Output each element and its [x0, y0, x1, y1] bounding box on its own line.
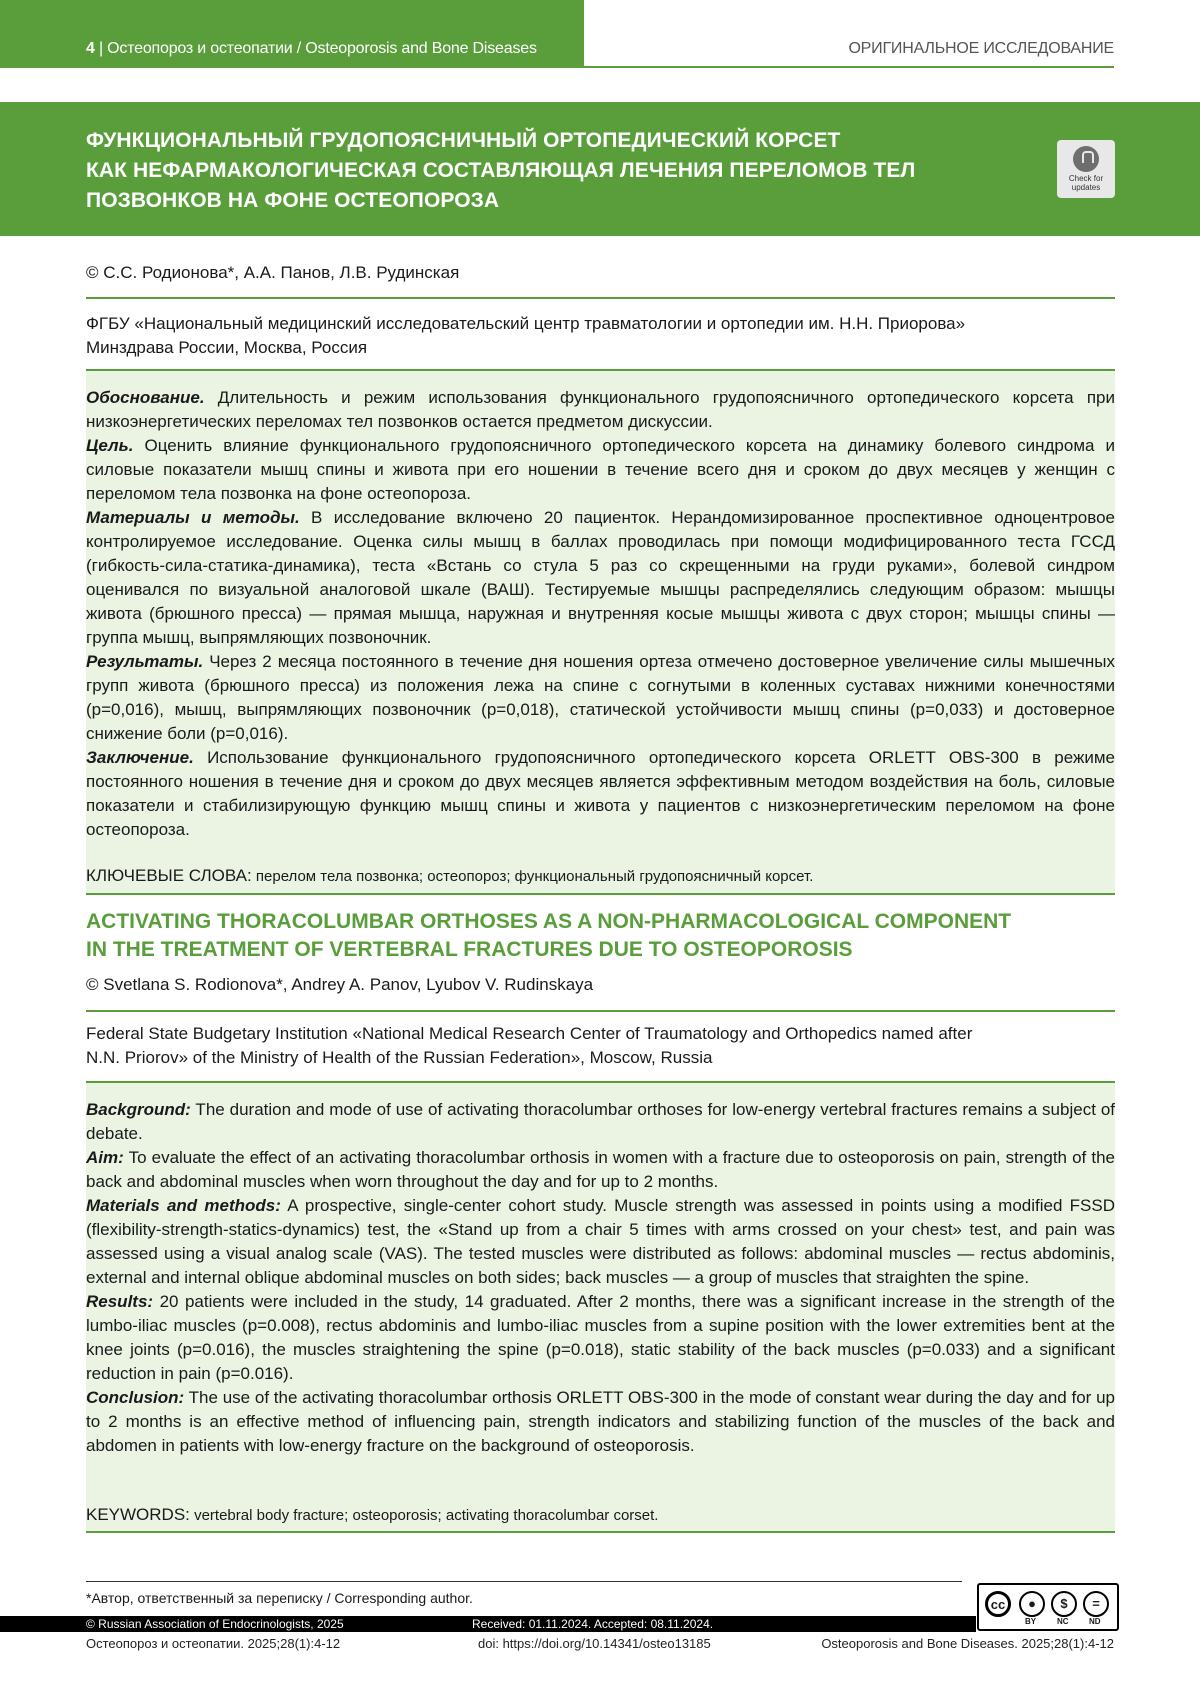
bookmark-icon — [1073, 146, 1099, 172]
received-dates: Received: 01.11.2024. Accepted: 08.11.2024. — [472, 1617, 714, 1631]
journal-name: | Остеопороз и остеопатии / Osteoporosis and Bone Diseases — [94, 40, 537, 57]
abstract-en — [86, 1098, 1115, 1458]
copyright: © Russian Association of Endocrinologists, 2025 — [86, 1617, 344, 1631]
authors-en: © Svetlana S. Rodionova*, Andrey A. Panov, Lyubov V. Rudinskaya — [86, 975, 594, 994]
affiliation-en: Federal State Budgetary Institution «National Medical Research Center of Traumatology and Orthopedics named after N.N. Priorov» of the Ministry of Health of the Russian Federation», Moscow, Russia — [86, 1024, 973, 1067]
check-for-updates-button[interactable]: Check for updates — [1057, 140, 1115, 198]
footnote-rule — [86, 1581, 962, 1582]
divider — [86, 893, 1115, 895]
cc-icon: cc — [985, 1591, 1011, 1617]
copyright-bar — [0, 1616, 976, 1632]
footnote: *Автор, ответственный за переписку / Corresponding author. — [86, 1590, 473, 1606]
abstract-methods: Материалы и методы. В исследование включено 20 пациенток. Нерандомизированное проспективное одноцентровое контролируемое исследование. Оценка силы мышц в баллах проводилась при помощи модифицированного теста ГССД (гибкость-сила-статика-динамика), теста «Встань со стула 5 раз со скрещенными на груди руками», болевой синдром оценивался по визуальной аналоговой шкале (ВАШ). Тестируемые мышцы распределялись следующим образом: мышцы живота (брюшного пресса) — прямая мышца, наружная и внутренняя косые мышцы живота с двух сторон; мышцы спины — группа мышц, выпрямляющих позвоночник. — [86, 508, 1115, 647]
title-ru: ФУНКЦИОНАЛЬНЫЙ ГРУДОПОЯСНИЧНЫЙ ОРТОПЕДИЧЕСКИЙ КОРСЕТ КАК НЕФАРМАКОЛОГИЧЕСКАЯ СОСТАВЛЯЮЩАЯ ЛЕЧЕНИЯ ПЕРЕЛОМОВ ТЕЛ ПОЗВОНКОВ НА ФОНЕ ОСТЕОПОРОЗА — [86, 129, 916, 212]
abstract-aim: Цель. Оценить влияние функционального грудопоясничного ортопедического корсета на динамику болевого синдрома и силовые показатели мышц спины и живота при его ношении в течение всего дня и сроком до двух месяцев у женщин с переломом тела позвонка на фоне остеопороза. — [86, 436, 1115, 503]
divider — [86, 1531, 1115, 1533]
authors-ru: © С.С. Родионова*, А.А. Панов, Л.В. Рудинская — [86, 263, 460, 282]
header-band — [0, 0, 584, 68]
divider — [86, 1010, 1115, 1012]
affiliation-ru: ФГБУ «Национальный медицинский исследовательский центр травматологии и ортопедии им. Н.Н. Приорова» Минздрава России, Москва, Россия — [86, 314, 966, 357]
abstract-results: Results: 20 patients were included in the study, 14 graduated. After 2 months, there was a significant increase in the strength of the lumbo-iliac muscles (p=0.008), rectus abdominis and lumbo-iliac muscles from a supine position with the lower extremities bent at the knee joints (p=0.016), the muscles straightening the spine (p=0.018), static stability of the back muscles (p=0.033) and a significant reduction in pain (p=0.016). — [86, 1292, 1115, 1383]
abstract-aim: Aim: To evaluate the effect of an activating thoracolumbar orthosis in women with a fracture due to osteoporosis on pain, strength of the back and abdominal muscles when worn throughout the day and for up to 2 months. — [86, 1148, 1115, 1191]
section-label: ОРИГИНАЛЬНОЕ ИССЛЕДОВАНИЕ — [848, 40, 1114, 57]
abstract-results: Результаты. Через 2 месяца постоянного в течение дня ношения ортеза отмечено достоверное увеличение силы мышечных групп живота (брюшного пресса) из положения лежа на спине с согнутыми в коленных суставах нижними конечностями (p=0,016), мышц, выпрямляющих позвоночник (p=0,018), статической устойчивости мышц спины (p=0,033) и достоверное снижение боли (p=0,016). — [86, 652, 1115, 743]
abstract-conclusion: Заключение. Использование функционального грудопоясничного ортопедического корсета ORLETT OBS-300 в режиме постоянного ношения в течение дня и сроком до двух месяцев является эффективным методом воздействия на боль, силовые показатели и стабилизирующую функцию мышц спины и живота у пациентов с низкоэнергетическим переломом на фоне остеопороза. — [86, 748, 1115, 839]
cc-license-badge[interactable]: cc ● $ = BY NC ND — [977, 1583, 1119, 1631]
title-en: ACTIVATING THORACOLUMBAR ORTHOSES AS A NON-PHARMACOLOGICAL COMPONENT IN THE TREATMENT OF VERTEBRAL FRACTURES DUE TO OSTEOPOROSIS — [86, 910, 1012, 961]
abstract-conclusion: Conclusion: The use of the activating thoracolumbar orthosis ORLETT OBS-300 in the mode of constant wear during the day and for up to 2 months is an effective method of influencing pain, strength indicators and stabilizing function of the muscles of the back and abdomen in patients with low-energy fracture on the background of osteoporosis. — [86, 1388, 1115, 1455]
doi-link[interactable]: doi: https://doi.org/10.14341/osteo13185 — [478, 1636, 711, 1651]
running-header — [86, 40, 537, 58]
header-rule — [584, 66, 1114, 68]
abstract-methods: Materials and methods: A prospective, single-center cohort study. Muscle strength was assessed in points using a modified FSSD (flexibility-strength-statics-dynamics) test, the «Stand up from a chair 5 times with arms crossed on your chest» test, and pain was assessed using a visual analog scale (VAS). The tested muscles were distributed as follows: abdominal muscles — rectus abdominis, external and internal oblique abdominal muscles on both sides; back muscles — a group of muscles that straighten the spine. — [86, 1196, 1115, 1287]
page-number: 4 — [86, 40, 95, 57]
nc-icon: $ — [1051, 1591, 1077, 1617]
nd-icon: = — [1083, 1591, 1109, 1617]
abstract-background: Обоснование. Длительность и режим использования функционального грудопоясничного ортопедического корсета при низкоэнергетических переломах тел позвонков остается предметом дискуссии. — [86, 388, 1115, 431]
citation-ru: Остеопороз и остеопатии. 2025;28(1):4-12 — [86, 1636, 341, 1651]
citation-en: Osteoporosis and Bone Diseases. 2025;28(1):4-12 — [821, 1636, 1114, 1651]
keywords-en: KEYWORDS: vertebral body fracture; osteoporosis; activating thoracolumbar corset. — [86, 1505, 659, 1524]
by-icon: ● — [1019, 1591, 1045, 1617]
keywords-ru: КЛЮЧЕВЫЕ СЛОВА: перелом тела позвонка; остеопороз; функциональный грудопоясничный корсет. — [86, 866, 814, 885]
abstract-background: Background: The duration and mode of use of activating thoracolumbar orthoses for low-energy vertebral fractures remains a subject of debate. — [86, 1100, 1115, 1143]
abstract-ru — [86, 386, 1115, 842]
divider — [86, 297, 1115, 299]
